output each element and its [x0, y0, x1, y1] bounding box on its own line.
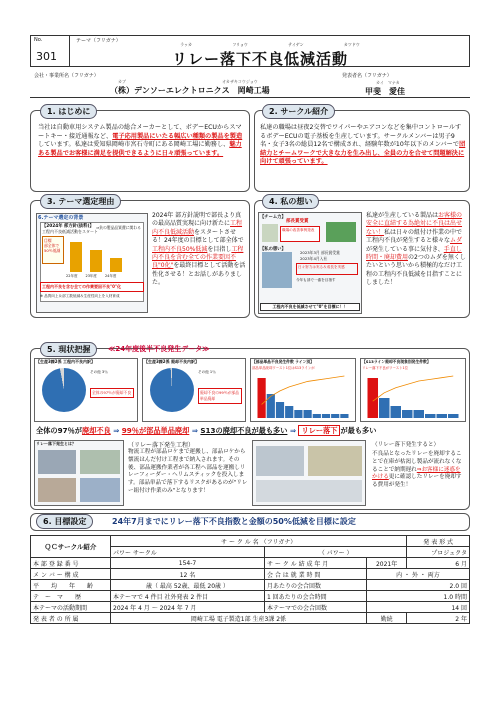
table-theme-value: 本テーマで 4 件目 社外発表 2 件目 [111, 591, 265, 602]
chart2-title: 【生産3課2係 廃却不良内訳】 [144, 359, 199, 364]
relay-text: 物流工程が部品ロケまで運搬し、部品ロケから懐流はんだ付け工程まで納入されます。その後、部品運搬作業者が各工程へ部品を運搬しリレーフィーダー・ヘリムスティックを投入します。部品単品で落下するリスクがあるのが"リレー組付け作業のみ"となります！ [128, 449, 248, 494]
section-circle-text [260, 124, 466, 167]
table-period-value: 2024 年 4 月 ～ 2024 年 7 月 [111, 602, 265, 613]
relay-effect-photo-1 [256, 446, 304, 476]
policy-foot-note: ※ 品質向上＆部工数低減＆生産性向上を入材育成 [40, 294, 120, 298]
table-age-label: 平 均 年 齢 [31, 580, 111, 591]
goal-text: 24年7月までにリレー落下不良指数と金額の50%低減を目標に設定 [112, 517, 356, 526]
thoughts-text-red-1: お客様の安全に直結する為絶対に不良は出せない！ [366, 212, 463, 236]
relay-effect-photo-3 [256, 480, 362, 502]
summary-line [36, 426, 466, 436]
section-thoughts-title: 4. 私の想い [262, 194, 319, 209]
theme-text-red-3: 工程内不良を含む全ての作業要因不良"0化" [152, 245, 244, 270]
table-meeting-value: 内 ・ 外 ・ 両方 [366, 569, 469, 580]
chart4-title: 【S13ライン廃却不良現象別発生件数】 [362, 359, 431, 364]
circle-text-1: 私達の職場は昼夜2交替でワイパーやエアコンなどを集中コントロールするボデーECUの電子基板を生産しています。サークルメンバーは男子9名・女子3名の総員12名で構成され、経験年数が10年以下のメンバーで [260, 124, 462, 149]
theme-text-1: 2024年 部方針説明で部長より真の最高品質実現に向け新たに [152, 212, 242, 228]
summary-6: が最も多い [340, 426, 377, 435]
right-text-1: 不良品となったリレーを廃却することで在庫が枯渇し製品が流れなくなることで納期遅れ [372, 451, 462, 473]
table-formed-month: 6 月 [407, 558, 470, 569]
ruby-2: フリョウ [232, 42, 248, 47]
thoughts-bubble: 日々努力は実る＆成長を実感 [296, 263, 358, 275]
chart2-legend: その他 1％ [198, 370, 216, 374]
company-label: 会社・事業所名（フリガナ） [34, 73, 99, 79]
policy-line: 工程内不良低減活動をスタート [42, 229, 98, 234]
intro-text-2: しています。 [38, 141, 75, 149]
member-label: 【私の想い】 [260, 247, 286, 252]
chart1-legend: その他 3％ [90, 370, 108, 374]
table-members-value: 12 名 [111, 569, 265, 580]
pareto-bar [340, 414, 348, 418]
table-monthly-value: 2.0 回 [366, 580, 469, 591]
pareto-bar [448, 414, 459, 418]
table-age-value: 歳（ 最高 52歳、最低 20歳 ） [111, 580, 265, 591]
caption-2: 2023年4月入社 [300, 256, 328, 261]
member-photo [262, 252, 292, 288]
thoughts-text-1: 私達が生産している製品は [366, 212, 439, 219]
ruby-4: カツドウ [343, 42, 360, 47]
table-period-label: 本テーマの活動期間 [31, 602, 111, 613]
table-col-form: 発 表 形 式 [407, 536, 470, 547]
team-label: 【チーム力】 [260, 215, 286, 220]
page-title: リレー落下不良低減活動 [171, 50, 348, 68]
table-reg-value: 154-7 [111, 558, 265, 569]
intro-text-3: 私達は愛知県岡崎市宮石寺町にある岡崎工場に勤務し、 [74, 141, 230, 149]
thoughts-text-4: の2つのムダを無くしたいという思いから積極的なだけ工程の工程内不良低減を目指すことにしました！ [366, 254, 466, 287]
bar-3 [110, 258, 122, 272]
company-ruby-2: オカザキコウジョウ [222, 79, 258, 84]
chart1-pie [42, 368, 86, 412]
caption-1: 2023年3月 部長賞受賞 [300, 250, 340, 255]
relay-photo-3 [38, 478, 76, 502]
policy-target-box [42, 236, 64, 264]
thoughts-footer: 工程内不良を低減させて"0"を目標に！！ [260, 303, 360, 311]
pareto-bar [379, 398, 390, 418]
circle-text-red-1: 団結力とチームワークで大きな力を生み出し、全員の力を合せて問題解決に向けて頑張っています。 [260, 141, 466, 166]
theme-label: テーマ（フリガナ） [76, 38, 121, 44]
right-title: （リレー落下発生すると） [372, 442, 440, 448]
ruby-1: ラッカ [180, 42, 193, 47]
pareto-bar [313, 414, 321, 418]
table-theme-label: テ ー マ 歴 [31, 591, 111, 602]
chart3-sub: 部品単品廃却ワースト1位はS13ラインが [252, 366, 315, 370]
theme-text-red-1: 工程内不良低減活動 [152, 220, 243, 236]
table-name-1: パワー サークル [111, 547, 265, 558]
number-label: No. [34, 37, 43, 43]
section-circle-title: 2. サークル紹介 [262, 104, 335, 119]
policy-target-2: 部全体で [44, 243, 60, 248]
summary-red-2: 99％が部品単品廃却 [121, 426, 190, 435]
pareto-bar [414, 410, 425, 418]
pareto-bar [304, 410, 312, 418]
section-current-title: 5. 現状把握 [40, 342, 97, 357]
relay-box-title: リレー落下発生とは？ [36, 441, 76, 446]
table-reg-label: 本 部 登 録 番 号 [31, 558, 111, 569]
policy-title: 【2024年 部方針(抜粋)】 [42, 224, 94, 229]
table-members-label: メ ン バ ー 構 成 [31, 569, 111, 580]
table-per-value: 1.0 時間 [366, 591, 469, 602]
pareto-bar [391, 406, 402, 418]
pareto-bar [368, 378, 379, 418]
theme-text-3: を目指し [207, 245, 232, 253]
chart4-svg [364, 372, 462, 418]
policy-target-3: 50％低減 [44, 248, 61, 253]
pareto-bar [437, 414, 448, 418]
company-name: （株）デンソーエレクトロニクス 岡崎工場 [110, 86, 270, 95]
section-goal-title: 6. 目標設定 [36, 514, 93, 529]
summary-1: 全体の97％が [36, 426, 82, 435]
chart2-pie [150, 368, 194, 412]
chart2-note: 廃却不良の99％が部品単品廃却 [198, 388, 242, 404]
header-divider [30, 97, 470, 98]
thoughts-text-3: が発生している事に気付き、 [366, 245, 444, 253]
right-text-2: 更に確認したリレーを廃却する費用が発生！ [372, 474, 462, 489]
table-dept-value: 岡崎工場 電子製造1部 生産3課 2係 [111, 613, 367, 624]
presenter-name: 甲斐 愛佳 [365, 87, 405, 96]
award-label: 部長賞受賞 [286, 219, 309, 224]
chart1-title: 【生産3課2係 工程内不良内訳】 [36, 359, 95, 364]
table-monthly-label: 月あたりの会合回数 [264, 580, 366, 591]
thoughts-text-red-3: 手直し時間・廃却費用 [366, 245, 462, 262]
table-per-label: 1 回あたりの会合時間 [264, 591, 366, 602]
table-years-value: 2 年 [407, 613, 470, 624]
policy-right: ⇒負の製品品質費に関わる [96, 225, 141, 230]
table-formed-label: サ ー ク ル 結 成 年 月 [264, 558, 366, 569]
presenter-label: 発表者名（フリガナ） [342, 73, 392, 79]
theme-text-red-2: 工程内不良50%低減 [152, 245, 208, 253]
summary-4: S13の廃却不良が最も多い [200, 426, 288, 435]
relay-photo-1 [38, 450, 76, 474]
table-formed-year: 2021年 [366, 558, 406, 569]
pareto-bar [294, 410, 302, 418]
ruby-3: テイゲン [288, 42, 304, 47]
bar-label-2: 23年度 [85, 274, 97, 278]
relay-photo-4 [80, 478, 120, 502]
summary-red-1: 廃却不良 [81, 426, 111, 435]
section-intro-text [38, 124, 244, 158]
pareto-bar [276, 402, 284, 418]
award-note: 職場の改善事例発表 [280, 226, 320, 242]
table-count-label: 本テーマでの会合回数 [264, 602, 366, 613]
team-photo [262, 224, 278, 242]
section-thoughts-text [366, 212, 466, 288]
pareto-cumulative-line [373, 376, 454, 401]
table-row-head: ＱＣサークル紹介 [31, 536, 111, 558]
table-count-value: 14 回 [366, 602, 469, 613]
theme-sub-title: 6.テーマ選定の背景 [38, 215, 84, 221]
summary-arrow-1: ⇒ [113, 426, 120, 435]
intro-text-red-2: 魅力ある製品でお客様に満足を提供できるように日々頑張っています。 [38, 141, 242, 157]
table-form: プロジェクタ [407, 547, 470, 558]
bar-2 [90, 250, 102, 272]
summary-arrow-3: ⇒ [289, 426, 296, 435]
pareto-bar [425, 414, 436, 418]
table-meeting-label: 会 合 は 就 業 時 間 [264, 569, 366, 580]
pareto-bar [267, 394, 275, 418]
presenter-ruby: カイ マナカ [376, 80, 400, 85]
bar-label-1: 22年度 [66, 274, 78, 278]
pareto-bar [285, 406, 293, 418]
chart3-svg [254, 372, 352, 418]
table-years-label: 勤続 [366, 613, 406, 624]
theme-text-5: お話しがありました。 [152, 270, 243, 287]
board-photo [326, 222, 356, 242]
bar-label-3: 24年度 [104, 274, 117, 278]
relay-title: （リレー落下発生工程） [128, 442, 195, 449]
table-col-name: サ ー ク ル 名 （フリガナ） [111, 536, 407, 547]
number-value: 301 [36, 50, 57, 63]
pareto-bar [258, 378, 266, 418]
intro-text-red-1: 電子応用製品にいたる幅広い種類の製品を製造 [112, 132, 243, 140]
table-name-2: （ パワー ） [264, 547, 406, 558]
section-theme-text [152, 212, 246, 288]
intro-text-1: 当社は自動車用システム製品の総合メーカーとして、ボデーECUからスマートキー・接近通報など、 [38, 124, 242, 140]
theme-text-2: をスタートさせる！24年度の目標として部全体で [152, 228, 244, 245]
company-ruby-1: カブ [118, 79, 126, 84]
pareto-bar [322, 414, 330, 418]
circle-info-table [30, 535, 470, 624]
section-intro-title: 1. はじめに [40, 104, 97, 119]
pareto-bar [331, 414, 339, 418]
chart1-note: 全体の97％が廃却不良 [90, 388, 134, 398]
right-text [372, 451, 466, 490]
chart4-sub: リレー落下不良がワースト1位 [362, 366, 409, 370]
summary-arrow-2: ⇒ [191, 426, 198, 435]
table-dept-label: 発 表 者 の 所 属 [31, 613, 111, 624]
thoughts-text-2: 私は日々の組付け作業の中で工程内不良が発生すると様々な [366, 228, 463, 245]
chart3-title: 【部品単品不良発生件数 ライン別】 [252, 359, 314, 364]
stretch-goal: 今年も部で一番を目指す [296, 278, 336, 282]
summary-box: リレー落下 [298, 425, 340, 436]
policy-red-note: 工程内不良を含む全ての作業要因不良"0"化 [40, 282, 144, 292]
section-theme-title: 3. テーマ選定理由 [40, 194, 121, 209]
pareto-bar [402, 410, 413, 418]
thoughts-text-red-2: ムダ [450, 237, 463, 245]
bar-labels [66, 274, 116, 279]
policy-target-1: 目標 [44, 238, 52, 243]
right-text-red: ⇒お客様に迷惑をかける [372, 466, 461, 481]
relay-photo-2 [80, 450, 120, 474]
relay-effect-photo-2 [308, 446, 362, 476]
theme-text-4: を最終目標として活動を活性化させる！と [152, 262, 246, 278]
section-current-tag: ≪24年度後半不良発生データ≫ [108, 345, 210, 353]
bar-1 [70, 242, 82, 272]
